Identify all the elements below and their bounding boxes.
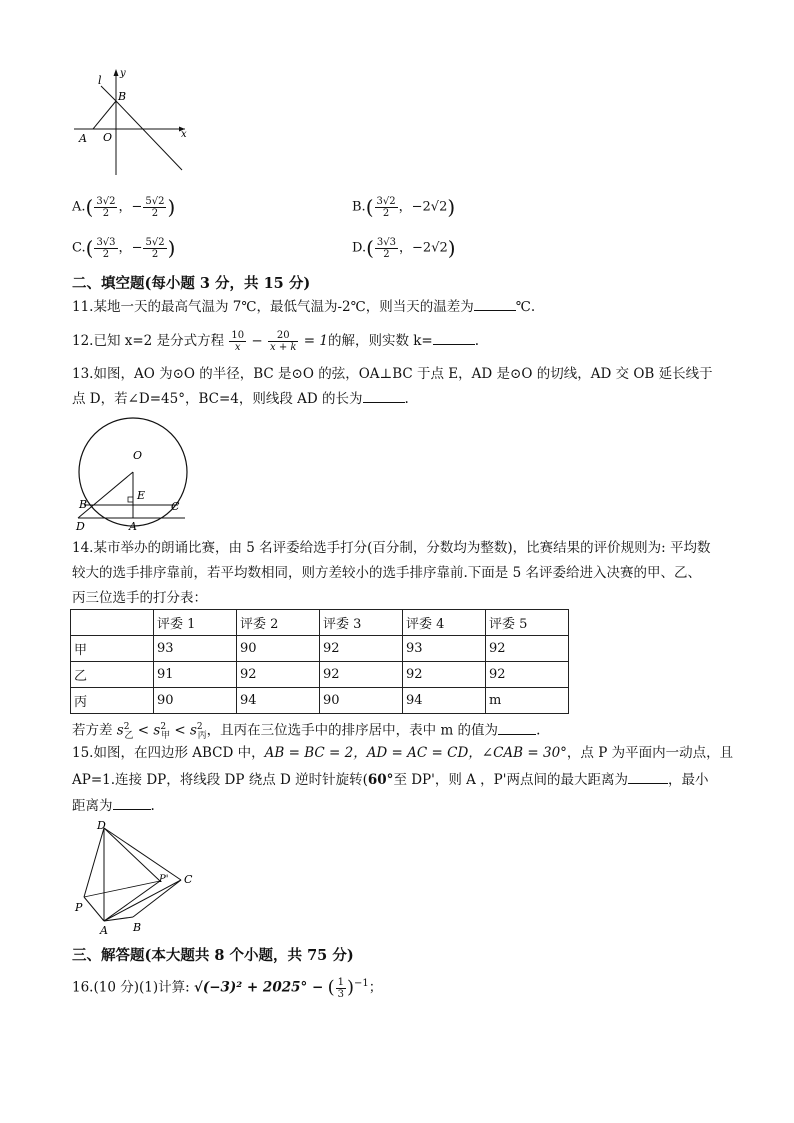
question-13-line-2: 点 D，若∠D=45°，BC=4，则线段 AD 的长为 . (72, 391, 409, 407)
label-y: y (120, 68, 126, 79)
table-header-row: 评委 1 评委 2 评委 3 评委 4 评委 5 (71, 610, 569, 636)
label-a: A (129, 520, 137, 533)
label-p: P (75, 901, 83, 914)
answer-blank[interactable] (433, 332, 475, 345)
label-p-prime: P' (159, 874, 169, 885)
right-angle-mark (128, 497, 133, 502)
question-15-line-1: 15.如图，在四边形 ABCD 中，AB = BC = 2，AD = AC = CD，∠CAB = 30°，点 P 为平面内一动点，且 (72, 745, 734, 761)
question-14-line-2: 较大的选手排序靠前，若平均数相同，则方差较小的选手排序靠前.下面是 5 名评委给进入决赛的甲、乙、 (72, 565, 701, 581)
label-c: C (184, 873, 193, 886)
segment-pa (84, 897, 104, 921)
answer-blank[interactable] (113, 797, 151, 810)
segment-ab (93, 101, 116, 129)
label-x: x (181, 129, 187, 140)
label-b: B (118, 90, 127, 103)
question-15-line-2: AP=1.连接 DP，将线段 DP 绕点 D 逆时针旋转(60°至 DP'，则 A ，P'两点间的最大距离为 ，最小 (72, 772, 709, 788)
segment-ac (104, 880, 181, 921)
coordinate-figure (70, 62, 200, 180)
table-row: 甲 93 90 92 93 92 (71, 636, 569, 662)
question-12: 12.已知 x=2 是分式方程 $\frac{10}{x}$ − $\frac{20}{x + k}$ = 1的解，则实数 k= . (72, 330, 480, 353)
label-l: l (98, 74, 102, 87)
label-d: D (97, 819, 106, 832)
line-od (78, 472, 133, 518)
label-e: E (137, 489, 146, 502)
option-c: C.( $\frac{3√3}{2}$ ，− $\frac{5√2}{2}$ ) (72, 236, 176, 260)
question-15-line-3: 距离为 . (72, 798, 155, 814)
question-14-line-1: 14.某市举办的朗诵比赛，由 5 名评委给选手打分(百分制，分数均为整数)，比赛结果的评价规则为: 平均数 (72, 540, 711, 556)
circle-figure (70, 410, 200, 535)
label-d: D (76, 520, 85, 533)
answer-blank[interactable] (498, 722, 536, 735)
label-o: O (103, 131, 113, 144)
question-11: 11.某地一天的最高气温为 7℃，最低气温为-2℃，则当天的温差为 ℃. (72, 299, 536, 315)
label-a: A (100, 924, 108, 937)
question-13-line-1: 13.如图，AO 为⊙O 的半径，BC 是⊙O 的弦，OA⊥BC 于点 E，AD 是⊙O 的切线，AD 交 OB 延长线于 (72, 366, 713, 382)
question-14-line-3: 丙三位选手的打分表： (72, 590, 207, 606)
score-table (70, 609, 569, 714)
label-c: C (171, 500, 180, 513)
question-16: 16.(10 分)(1)计算: √(−3)² + 2025° − ( $\frac{1}{3}$ )$^{-1}$； (72, 976, 383, 1000)
y-axis-arrow (114, 69, 119, 76)
option-d: D.( $\frac{3√3}{2}$ ，−2√2) (352, 236, 456, 260)
line-through-b (116, 101, 182, 170)
answer-blank[interactable] (474, 298, 516, 311)
table-row: 乙 91 92 92 92 92 (71, 662, 569, 688)
line-l-upper (101, 86, 116, 101)
label-b: B (79, 498, 88, 511)
segment-dp-prime (104, 828, 160, 881)
label-o: O (133, 449, 143, 462)
section-2-heading: 二、填空题(每小题 3 分，共 15 分) (72, 275, 311, 292)
option-b: B.( $\frac{3√2}{2}$ ，−2√2) (352, 195, 456, 219)
label-b: B (133, 921, 142, 934)
label-a: A (79, 132, 87, 145)
option-a: A.( $\frac{3√2}{2}$ ，− $\frac{5√2}{2}$ ) (72, 195, 176, 219)
quadrilateral-figure (70, 815, 205, 937)
segment-dp (84, 828, 104, 897)
segment-dc (104, 828, 181, 880)
question-14-condition: 若方差 $s^2_乙 < s^2_甲 < s^2_丙$，且丙在三位选手中的排序居中，表中 m 的值为 . (72, 722, 541, 742)
section-3-heading: 三、解答题(本大题共 8 个小题，共 75 分) (72, 947, 354, 964)
answer-blank[interactable] (363, 390, 405, 403)
answer-blank[interactable] (628, 771, 668, 784)
table-row: 丙 90 94 90 94 m (71, 688, 569, 714)
